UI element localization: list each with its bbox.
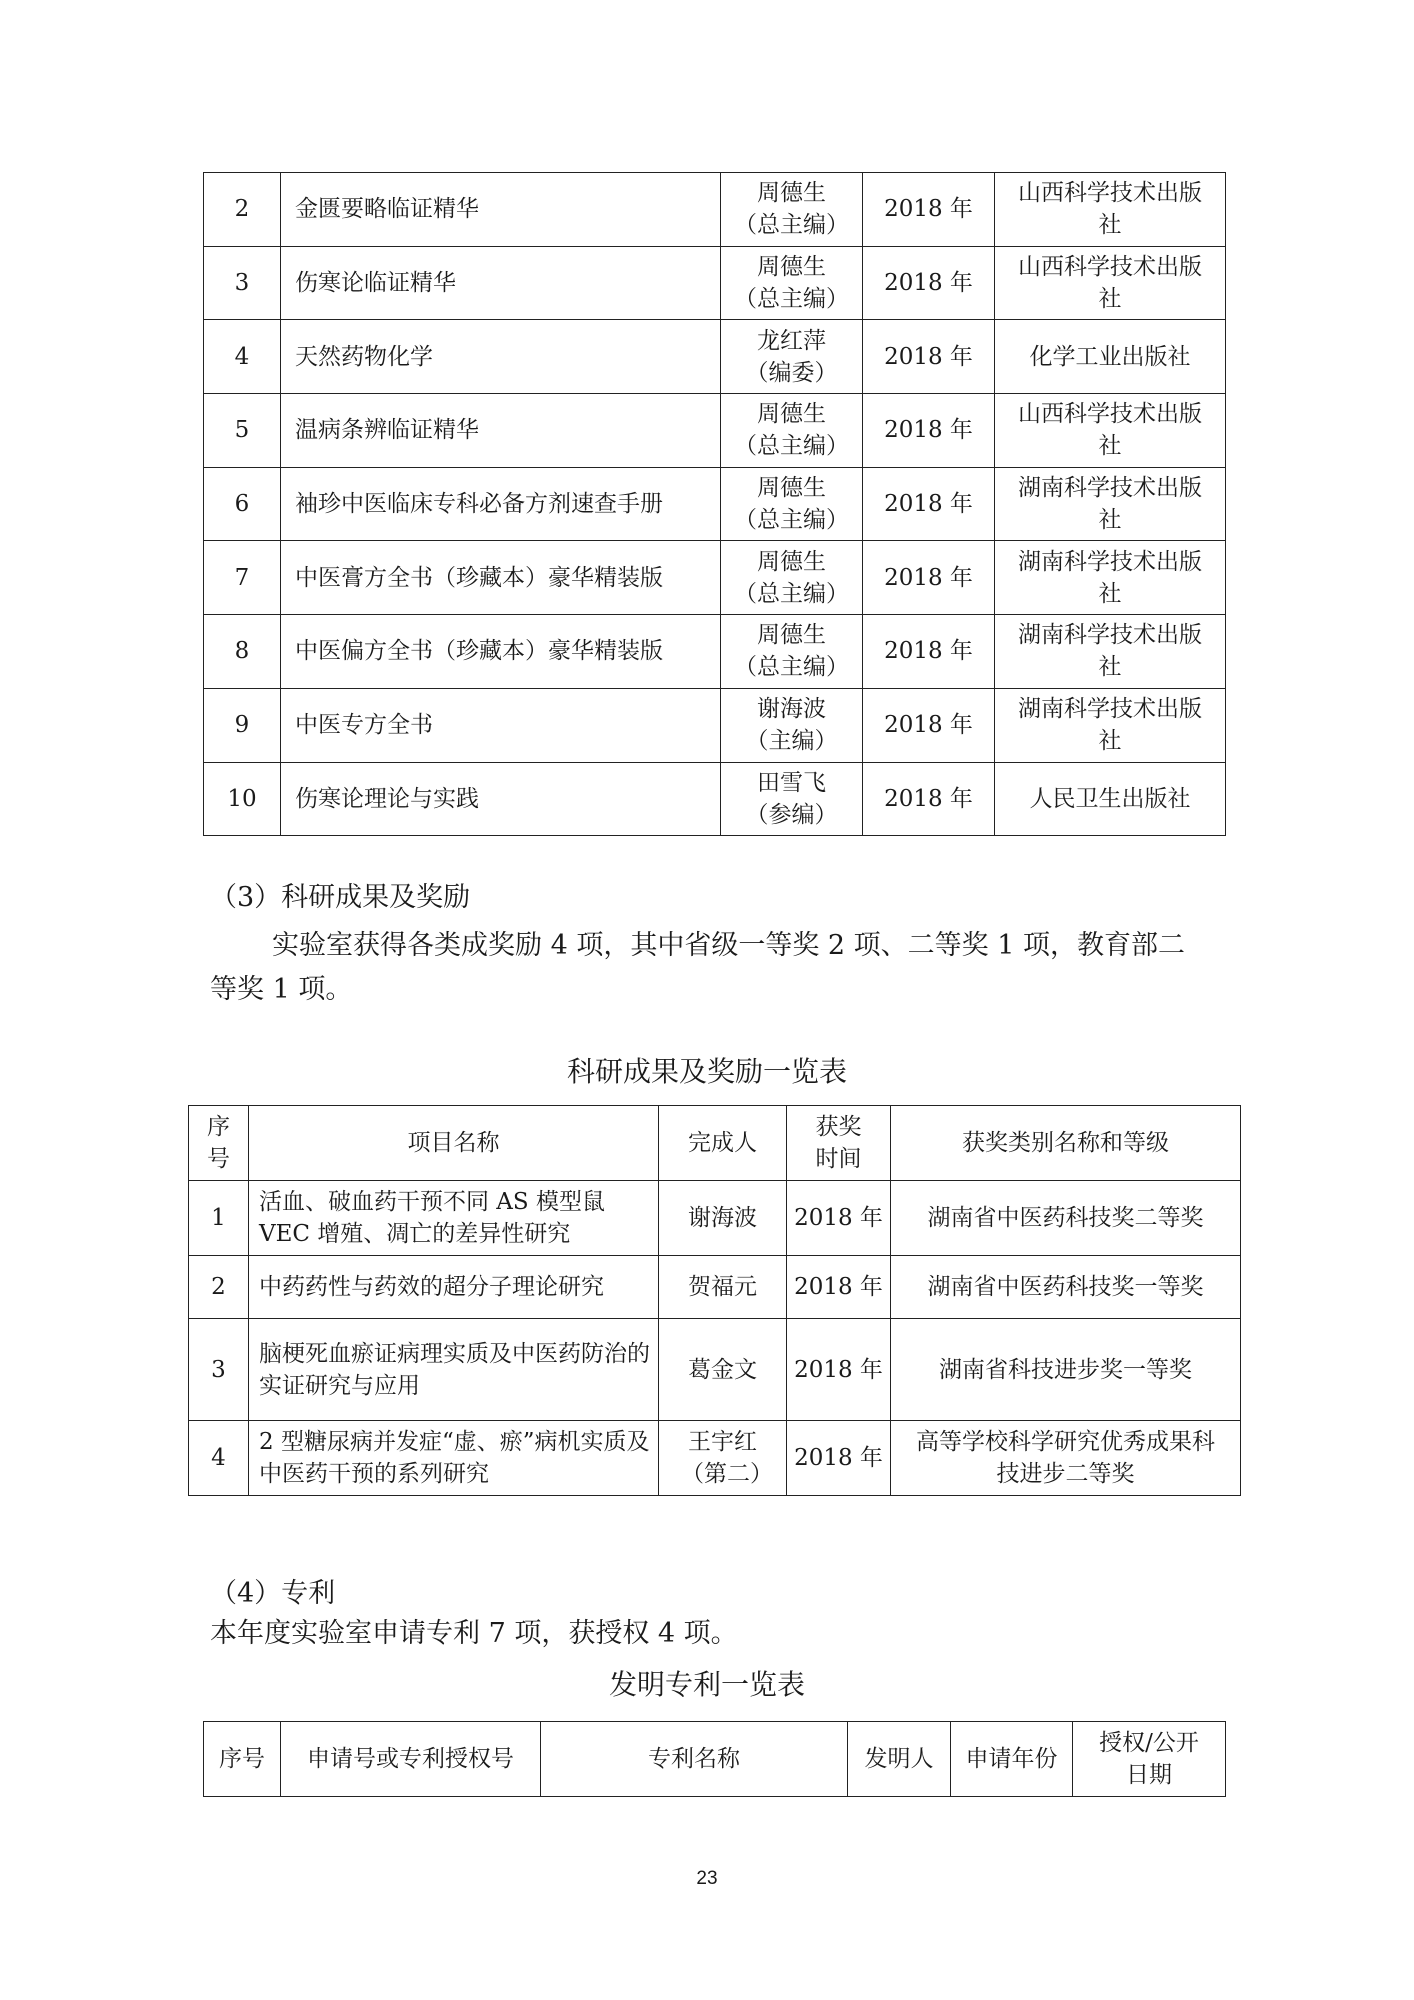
book-title: 中医膏方全书（珍藏本）豪华精装版 bbox=[281, 541, 721, 615]
award-person: 谢海波 bbox=[659, 1181, 787, 1256]
book-year: 2018 年 bbox=[863, 467, 995, 541]
award-person: 贺福元 bbox=[659, 1256, 787, 1319]
table-row bbox=[189, 1421, 1241, 1496]
book-author: 周德生 bbox=[757, 475, 826, 502]
award-category: 湖南省中医药科技奖二等奖 bbox=[891, 1181, 1241, 1256]
awards-header-no: 序号 bbox=[189, 1106, 249, 1181]
award-category: 湖南省中医药科技奖一等奖 bbox=[891, 1256, 1241, 1319]
patent-header-inventor: 发明人 bbox=[848, 1722, 951, 1797]
table-row bbox=[204, 762, 1226, 836]
book-publisher: 化学工业出版社 bbox=[995, 320, 1226, 394]
book-title: 中医专方全书 bbox=[281, 688, 721, 762]
award-name: 脑梗死血瘀证病理实质及中医药防治的实证研究与应用 bbox=[249, 1319, 659, 1421]
patent-table-title: 发明专利一览表 bbox=[608, 1668, 805, 1701]
award-name: 活血、破血药干预不同 AS 模型鼠 VEC 增殖、凋亡的差异性研究 bbox=[249, 1181, 659, 1256]
book-author-cell bbox=[721, 246, 863, 320]
book-title: 伤寒论临证精华 bbox=[281, 246, 721, 320]
book-author-cell bbox=[721, 762, 863, 836]
award-person: 葛金文 bbox=[659, 1319, 787, 1421]
awards-header-category: 获奖类别名称和等级 bbox=[891, 1106, 1241, 1181]
book-role: （编委） bbox=[745, 359, 838, 386]
book-publisher: 山西科学技术出版社 bbox=[995, 394, 1226, 468]
table-row bbox=[189, 1319, 1241, 1421]
book-year: 2018 年 bbox=[863, 394, 995, 468]
section-4-text: 本年度实验室申请专利 7 项，获授权 4 项。 bbox=[210, 1618, 738, 1649]
book-no: 4 bbox=[204, 320, 281, 394]
award-name: 中药药性与药效的超分子理论研究 bbox=[249, 1256, 659, 1319]
book-no: 2 bbox=[204, 173, 281, 247]
patent-header-row bbox=[204, 1722, 1226, 1797]
book-author: 谢海波 bbox=[757, 696, 826, 723]
book-author: 田雪飞 bbox=[757, 769, 826, 796]
award-time: 2018 年 bbox=[787, 1181, 891, 1256]
table-row bbox=[204, 541, 1226, 615]
book-author-cell bbox=[721, 173, 863, 247]
awards-header-row bbox=[189, 1106, 1241, 1181]
patent-header-no: 序号 bbox=[204, 1722, 281, 1797]
patent-header-name: 专利名称 bbox=[541, 1722, 848, 1797]
book-title: 中医偏方全书（珍藏本）豪华精装版 bbox=[281, 615, 721, 689]
book-role: （总主编） bbox=[734, 433, 849, 460]
table-row bbox=[204, 394, 1226, 468]
book-author-cell bbox=[721, 467, 863, 541]
book-role: （总主编） bbox=[734, 580, 849, 607]
book-author: 周德生 bbox=[757, 401, 826, 428]
book-year: 2018 年 bbox=[863, 320, 995, 394]
book-title: 伤寒论理论与实践 bbox=[281, 762, 721, 836]
book-role: （总主编） bbox=[734, 654, 849, 681]
patent-header-number: 申请号或专利授权号 bbox=[281, 1722, 541, 1797]
book-publisher: 山西科学技术出版社 bbox=[995, 246, 1226, 320]
book-author-cell bbox=[721, 615, 863, 689]
book-year: 2018 年 bbox=[863, 762, 995, 836]
book-role: （主编） bbox=[745, 728, 838, 755]
book-role: （参编） bbox=[745, 801, 838, 828]
award-time: 2018 年 bbox=[787, 1256, 891, 1319]
book-publisher: 湖南科学技术出版社 bbox=[995, 541, 1226, 615]
book-year: 2018 年 bbox=[863, 541, 995, 615]
book-publisher: 湖南科学技术出版社 bbox=[995, 467, 1226, 541]
section-3-heading: （3）科研成果及奖励 bbox=[210, 882, 471, 913]
book-author-cell bbox=[721, 394, 863, 468]
table-row bbox=[204, 467, 1226, 541]
book-year: 2018 年 bbox=[863, 246, 995, 320]
award-category: 湖南省科技进步奖一等奖 bbox=[891, 1319, 1241, 1421]
table-row bbox=[204, 173, 1226, 247]
book-title: 金匮要略临证精华 bbox=[281, 173, 721, 247]
book-title: 天然药物化学 bbox=[281, 320, 721, 394]
page-number: 23 bbox=[696, 1868, 718, 1889]
patent-header-year: 申请年份 bbox=[951, 1722, 1073, 1797]
awards-header-time: 获奖时间 bbox=[787, 1106, 891, 1181]
book-author: 龙红萍 bbox=[757, 327, 826, 354]
book-publisher: 湖南科学技术出版社 bbox=[995, 615, 1226, 689]
book-title: 袖珍中医临床专科必备方剂速查手册 bbox=[281, 467, 721, 541]
table-row bbox=[189, 1256, 1241, 1319]
book-no: 7 bbox=[204, 541, 281, 615]
book-author: 周德生 bbox=[757, 180, 826, 207]
award-person: 王宇红（第二） bbox=[659, 1421, 787, 1496]
award-no: 4 bbox=[189, 1421, 249, 1496]
section-4-heading: （4）专利 bbox=[210, 1578, 336, 1609]
book-author: 周德生 bbox=[757, 254, 826, 281]
award-no: 3 bbox=[189, 1319, 249, 1421]
awards-header-name: 项目名称 bbox=[249, 1106, 659, 1181]
awards-table bbox=[188, 1105, 1241, 1496]
book-no: 6 bbox=[204, 467, 281, 541]
book-no: 8 bbox=[204, 615, 281, 689]
awards-table-title: 科研成果及奖励一览表 bbox=[566, 1055, 847, 1088]
awards-header-person: 完成人 bbox=[659, 1106, 787, 1181]
book-author-cell bbox=[721, 688, 863, 762]
table-row bbox=[204, 688, 1226, 762]
section-3-text: 实验室获得各类成奖励 4 项，其中省级一等奖 2 项、二等奖 1 项，教育部二等奖 1 项。 bbox=[210, 930, 1186, 1005]
book-author: 周德生 bbox=[757, 548, 826, 575]
book-no: 5 bbox=[204, 394, 281, 468]
book-role: （总主编） bbox=[734, 212, 849, 239]
book-no: 3 bbox=[204, 246, 281, 320]
awards-table-body bbox=[189, 1181, 1241, 1496]
award-category: 高等学校科学研究优秀成果科技进步二等奖 bbox=[891, 1421, 1241, 1496]
book-publisher: 山西科学技术出版社 bbox=[995, 173, 1226, 247]
book-role: （总主编） bbox=[734, 507, 849, 534]
books-table bbox=[203, 172, 1226, 836]
book-author: 周德生 bbox=[757, 622, 826, 649]
book-title: 温病条辨临证精华 bbox=[281, 394, 721, 468]
table-row bbox=[204, 246, 1226, 320]
table-row bbox=[189, 1181, 1241, 1256]
patent-table bbox=[203, 1721, 1226, 1797]
book-author-cell bbox=[721, 320, 863, 394]
award-time: 2018 年 bbox=[787, 1319, 891, 1421]
patent-header-date: 授权/公开日期 bbox=[1073, 1722, 1226, 1797]
book-publisher: 湖南科学技术出版社 bbox=[995, 688, 1226, 762]
table-row bbox=[204, 320, 1226, 394]
award-time: 2018 年 bbox=[787, 1421, 891, 1496]
table-row bbox=[204, 615, 1226, 689]
book-year: 2018 年 bbox=[863, 688, 995, 762]
book-author-cell bbox=[721, 541, 863, 615]
award-name: 2 型糖尿病并发症“虚、瘀”病机实质及中医药干预的系列研究 bbox=[249, 1421, 659, 1496]
book-year: 2018 年 bbox=[863, 173, 995, 247]
book-no: 10 bbox=[204, 762, 281, 836]
books-table-body bbox=[204, 173, 1226, 836]
book-role: （总主编） bbox=[734, 286, 849, 313]
book-no: 9 bbox=[204, 688, 281, 762]
award-no: 1 bbox=[189, 1181, 249, 1256]
award-no: 2 bbox=[189, 1256, 249, 1319]
book-year: 2018 年 bbox=[863, 615, 995, 689]
book-publisher: 人民卫生出版社 bbox=[995, 762, 1226, 836]
